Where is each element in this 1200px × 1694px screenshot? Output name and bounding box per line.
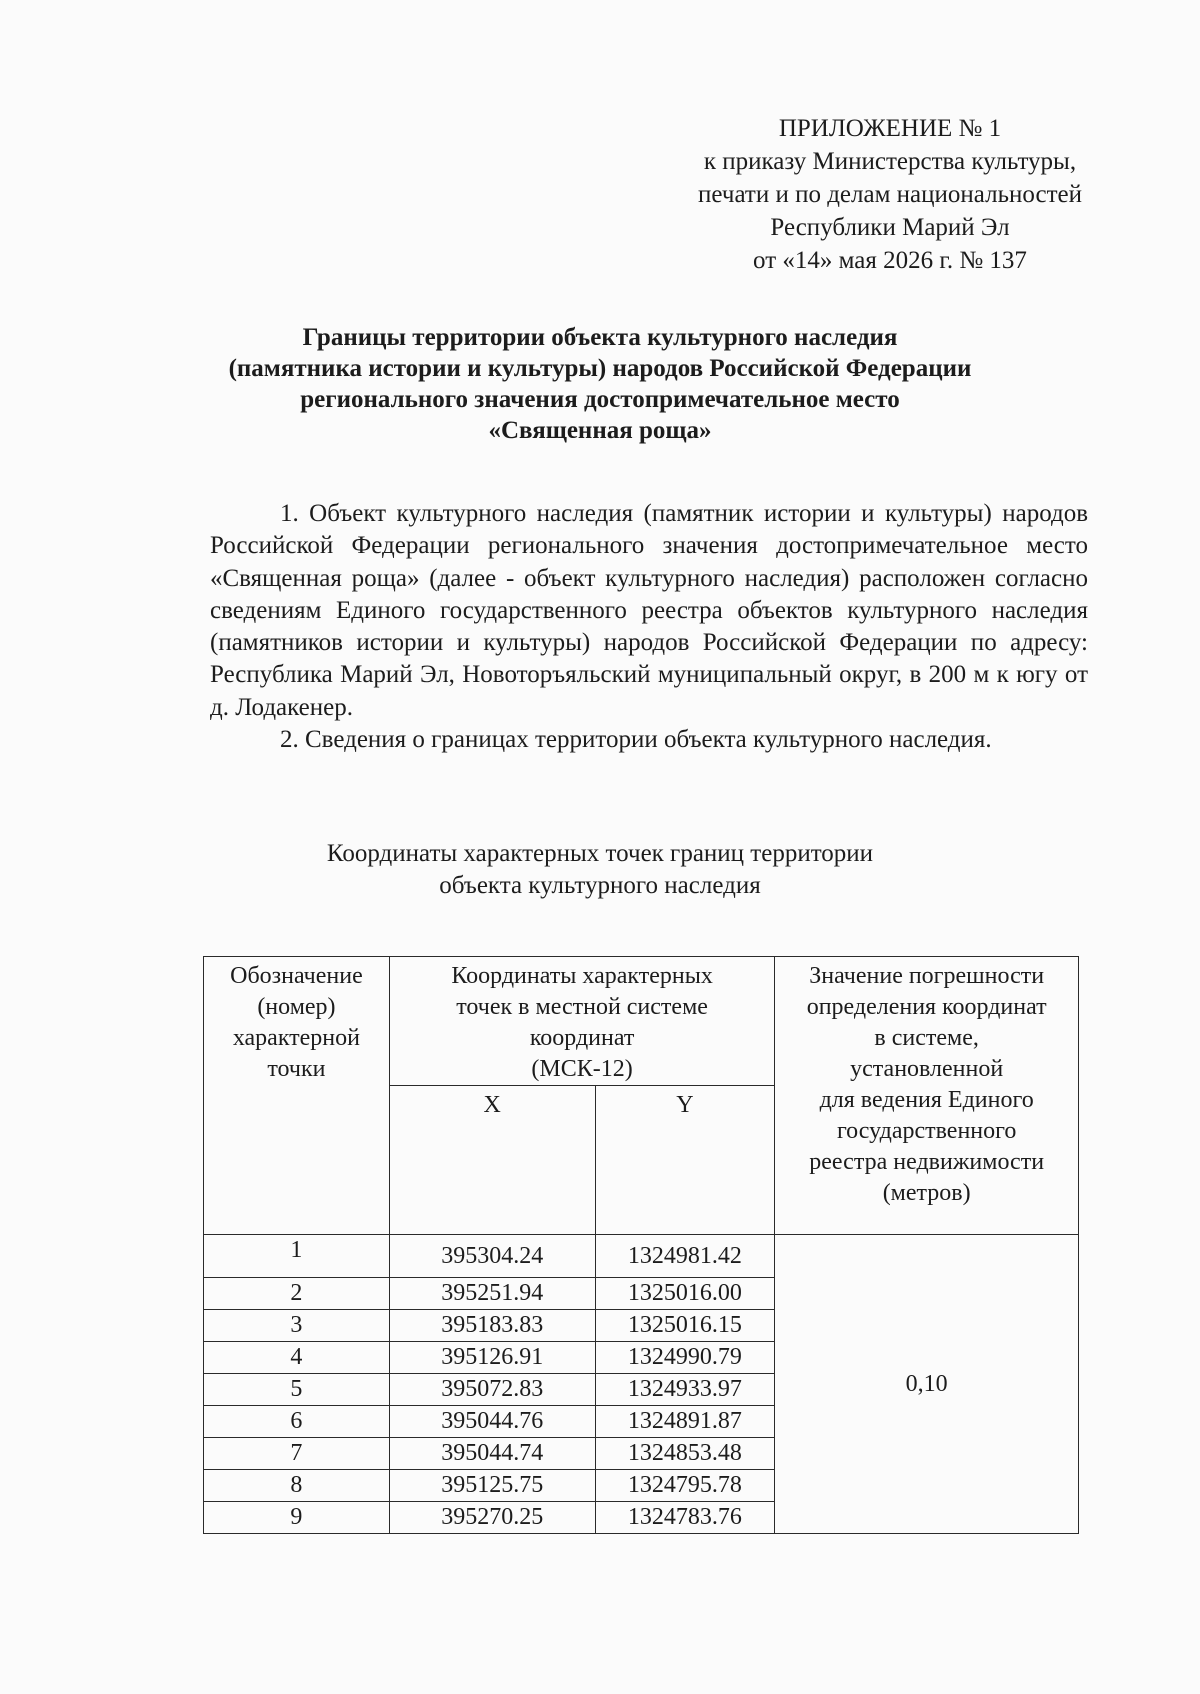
coord-y: 1324795.78 <box>595 1470 775 1502</box>
title-line: регионального значения достопримечательное место <box>300 386 900 413</box>
appendix-header <box>660 112 1120 277</box>
coord-y: 1324981.42 <box>595 1235 775 1278</box>
coord-y: 1324990.79 <box>595 1342 775 1374</box>
header-accuracy: Значение погрешности определения координат в системе, установленной для ведения Единого государственного реестра недвижимости (метров) <box>775 957 1079 1235</box>
coord-x: 395270.25 <box>389 1502 595 1534</box>
table-caption <box>240 838 960 902</box>
coord-x: 395072.83 <box>389 1374 595 1406</box>
header-coordinates: Координаты характерных точек в местной системе координат (МСК-12) <box>389 957 774 1086</box>
coord-y: 1324853.48 <box>595 1438 775 1470</box>
title-line: (памятника истории и культуры) народов Российской Федерации <box>228 355 972 382</box>
coord-x: 395044.76 <box>389 1406 595 1438</box>
appendix-order-ref: к приказу Министерства культуры, <box>703 148 1077 175</box>
point-number: 3 <box>204 1310 390 1342</box>
coordinates-table <box>203 956 1079 1534</box>
appendix-date: от «14» мая 2026 г. № 137 <box>753 247 1027 274</box>
caption-line: Координаты характерных точек границ территории <box>326 840 874 867</box>
table-header-row <box>204 957 1079 1086</box>
document-title <box>180 322 1020 446</box>
coord-x: 395125.75 <box>389 1470 595 1502</box>
appendix-republic: Республики Марий Эл <box>770 214 1010 241</box>
coord-x: 395126.91 <box>389 1342 595 1374</box>
header-y: Y <box>595 1086 775 1235</box>
caption-line: объекта культурного наследия <box>439 872 761 899</box>
paragraph-boundaries: 2. Сведения о границах территории объекта культурного наследия. <box>280 726 992 754</box>
title-line: «Священная роща» <box>488 417 712 444</box>
point-number: 5 <box>204 1374 390 1406</box>
point-number: 6 <box>204 1406 390 1438</box>
coord-y: 1324783.76 <box>595 1502 775 1534</box>
accuracy-value: 0,10 <box>775 1235 1079 1534</box>
coord-x: 395183.83 <box>389 1310 595 1342</box>
appendix-ministry: печати и по делам национальностей <box>698 181 1082 208</box>
coord-x: 395044.74 <box>389 1438 595 1470</box>
point-number: 1 <box>204 1235 390 1278</box>
header-point-number: Обозначение (номер) характерной точки <box>204 957 390 1235</box>
coord-y: 1325016.15 <box>595 1310 775 1342</box>
point-number: 9 <box>204 1502 390 1534</box>
coord-x: 395251.94 <box>389 1278 595 1310</box>
coord-y: 1325016.00 <box>595 1278 775 1310</box>
coord-y: 1324891.87 <box>595 1406 775 1438</box>
point-number: 2 <box>204 1278 390 1310</box>
point-number: 4 <box>204 1342 390 1374</box>
appendix-number: ПРИЛОЖЕНИЕ № 1 <box>778 115 1002 142</box>
point-number: 7 <box>204 1438 390 1470</box>
header-x: X <box>389 1086 595 1235</box>
point-number: 8 <box>204 1470 390 1502</box>
paragraph-object-location: 1. Объект культурного наследия (памятник истории и культуры) народов Российской Федерации регионального значения достопримечательное место «Священная роща» (далее - объект культурного наследия) расположен согласно сведениям Единого государственного реестра объектов культурного наследия (памятников истории и культуры) народов Российской Федерации по адресу: Республика Марий Эл, Новоторъяльский муниципальный округ, в 200 м к югу от д. Лодакенер. <box>210 500 1088 721</box>
table-row <box>204 1235 1079 1278</box>
coord-x: 395304.24 <box>389 1235 595 1278</box>
title-line: Границы территории объекта культурного наследия <box>302 324 898 351</box>
body-text <box>210 498 1088 756</box>
coord-y: 1324933.97 <box>595 1374 775 1406</box>
